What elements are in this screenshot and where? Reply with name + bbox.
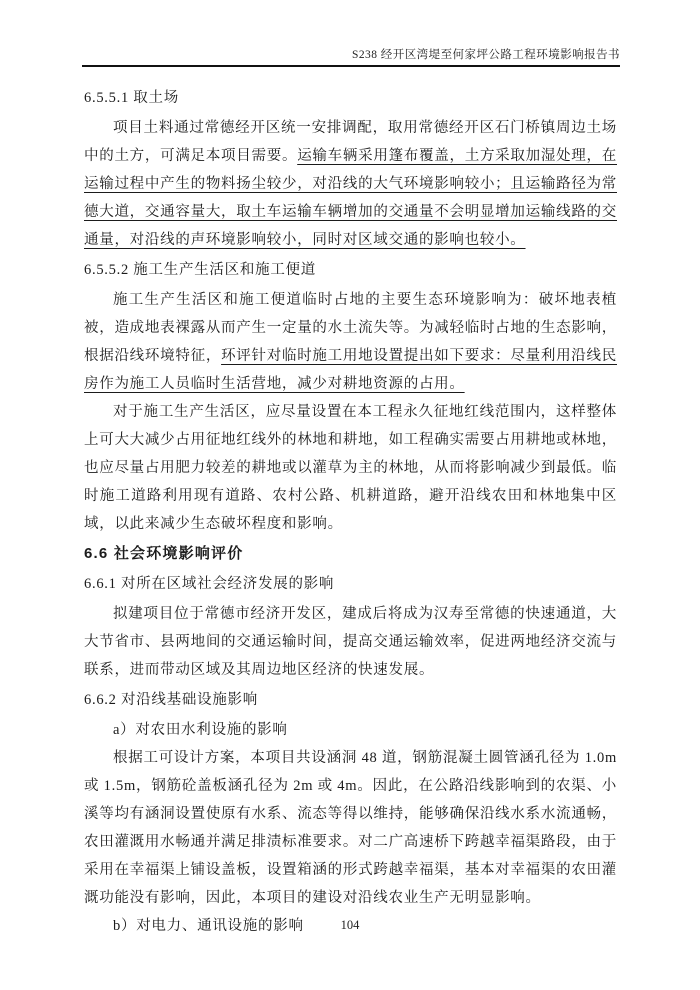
text-run: 项目土料通过常德经开区统一安排调配，取用常德经开区石门桥镇周边土场中的土方，可满足本项目需要。 [84,120,617,164]
paragraph [84,716,617,744]
paragraph [84,286,617,398]
text-run: 施工生产生活区和施工便道临时占地的主要生态环境影响为：破坏地表植被，造成地表裸露从而产生一定量的水土流失等。为减轻临时占地的生态影响，根据沿线环境特征， [84,292,617,364]
section-heading: 6.6.1 对所在区域社会经济发展的影响 [84,576,335,592]
chapter-heading: 6.6 社会环境影响评价 [84,545,244,562]
paragraph [84,114,617,254]
running-header: S238 经开区湾堤至何家坪公路工程环境影响报告书 [351,49,620,61]
section-heading: 6.5.5.1 取土场 [84,90,179,106]
section-heading: 6.5.5.2 施工生产生活区和施工便道 [84,262,316,278]
header-rule [82,65,620,67]
document-content [84,82,617,940]
text-run: 对于施工生产生活区，应尽量设置在本工程永久征地红线范围内，这样整体上可大大减少占用征地红线外的林地和耕地，如工程确实需要占用耕地或林地，也应尽量占用肥力较差的耕地或以灌草为主的林地，从而将影响减少到最低。临时施工道路利用现有道路、农村公路、机耕道路，避开沿线农田和林地集中区域，以此来减少生态破坏程度和影响。 [84,404,617,532]
section-heading: 6.6.2 对沿线基础设施影响 [84,692,258,708]
underlined-text: 运输车辆采用篷布覆盖，土方采取加湿处理，在运输过程中产生的物料扬尘较少，对沿线的大气环境影响较小；且运输路径为常德大道，交通容量大，取土车运输车辆增加的交通量不会明显增加运输线路的交通量，对沿线的声环境影响较小，同时对区域交通的影响也较小。 [84,148,617,248]
paragraph [84,744,617,912]
text-run: 根据工可设计方案，本项目共设涵洞 48 道，钢筋混凝土圆管涵孔径为 1.0m 或 1.5m，钢筋砼盖板涵孔径为 2m 或 4m。因此，在公路沿线影响到的农渠、小溪等均有涵洞设置使原有水系、流态等得以维持，能够确保沿线水系水流通畅，农田灌溉用水畅通并满足排渍标准要求。对二广高速桥下跨越幸福渠路段，由于采用在幸福渠上铺设盖板，设置箱涵的形式跨越幸福渠，基本对幸福渠的农田灌溉功能没有影响，因此，本项目的建设对沿线农业生产无明显影响。 [84,750,617,906]
text-run: 拟建项目位于常德市经济开发区，建成后将成为汉寿至常德的快速通道，大大节省市、县两地间的交通运输时间，提高交通运输效率，促进两地经济交流与联系，进而带动区域及其周边地区经济的快速发展。 [84,606,617,678]
text-run: a）对农田水利设施的影响 [113,722,288,738]
paragraph [84,600,617,684]
page-number: 104 [340,918,360,932]
underlined-text: 环评针对临时施工用地设置提出如下要求：尽量利用沿线民房作为施工人员临时生活营地，减少对耕地资源的占用。 [84,348,617,392]
paragraph [84,398,617,538]
text-run: b）对电力、通讯设施的影响 [113,918,304,934]
